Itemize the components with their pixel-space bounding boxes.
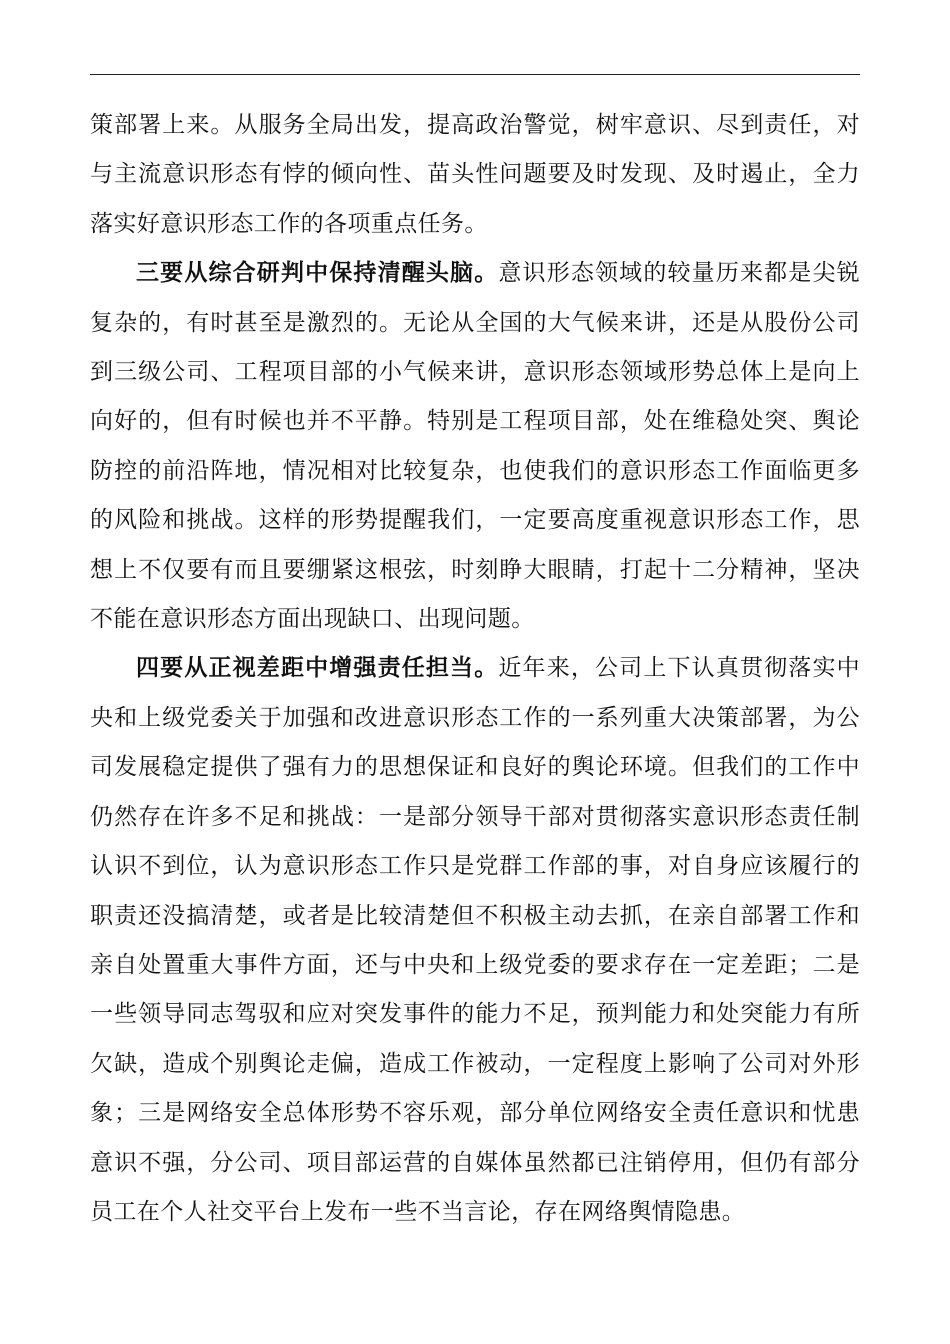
paragraph-point-four [90,644,860,1237]
document-body [90,101,860,1237]
paragraph-continuation [90,101,860,249]
paragraph-heading: 四要从正视差距中增强责任担当。 [136,655,499,682]
paragraph-text: 策部署上来。从服务全局出发，提高政治警觉，树牢意识、尽到责任，对与主流意识形态有悖的倾向性、苗头性问题要及时发现、及时遏止，全力落实好意识形态工作的各项重点任务。 [90,112,860,237]
paragraph-text: 意识形态领域的较量历来都是尖锐复杂的，有时甚至是激烈的。无论从全国的大气候来讲，还是从股份公司到三级公司、工程项目部的小气候来讲，意识形态领域形势总体上是向上向好的，但有时候也并不平静。特别是工程项目部，处在维稳处突、舆论防控的前沿阵地，情况相对比较复杂，也使我们的意识形态工作面临更多的风险和挑战。这样的形势提醒我们，一定要高度重视意识形态工作，思想上不仅要有而且要绷紧这根弦，时刻睁大眼睛，打起十二分精神，坚决不能在意识形态方面出现缺口、出现问题。 [90,260,861,633]
header-rule [90,74,860,75]
paragraph-heading: 三要从综合研判中保持清醒头脑。 [136,260,499,287]
paragraph-text: 近年来，公司上下认真贯彻落实中央和上级党委关于加强和改进意识形态工作的一系列重大决策部署，为公司发展稳定提供了强有力的思想保证和良好的舆论环境。但我们的工作中仍然存在许多不足和挑战：一是部分领导干部对贯彻落实意识形态责任制认识不到位，认为意识形态工作只是党群工作部的事，对自身应该履行的职责还没搞清楚，或者是比较清楚但不积极主动去抓，在亲自部署工作和亲自处置重大事件方面，还与中央和上级党委的要求存在一定差距；二是一些领导同志驾驭和应对突发事件的能力不足，预判能力和处突能力有所欠缺，造成个别舆论走偏，造成工作被动，一定程度上影响了公司对外形象；三是网络安全总体形势不容乐观，部分单位网络安全责任意识和忧患意识不强，分公司、项目部运营的自媒体虽然都已注销停用，但仍有部分员工在个人社交平台上发布一些不当言论，存在网络舆情隐患。 [90,655,861,1225]
paragraph-point-three [90,249,860,644]
